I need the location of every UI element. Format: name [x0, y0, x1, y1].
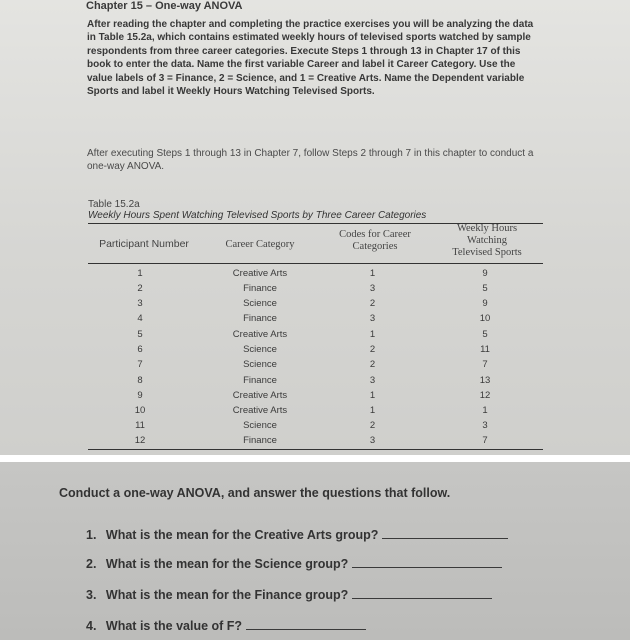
career-category: Finance: [243, 283, 277, 294]
career-code: 3: [369, 313, 376, 324]
table-header-rule: [88, 263, 543, 264]
weekly-hours: 1: [482, 405, 488, 416]
career-code: 1: [369, 405, 376, 416]
answer-blank[interactable]: [382, 526, 508, 539]
answer-blank[interactable]: [352, 586, 492, 599]
career-code: 1: [369, 268, 376, 279]
steps-paragraph: After executing Steps 1 through 13 in Chapter 7, follow Steps 2 through 7 in this chapter to conduct a one-way ANOVA.: [87, 148, 534, 172]
career-category: Finance: [243, 375, 277, 386]
career-category: Creative Arts: [232, 268, 288, 279]
participant-number: 10: [134, 405, 146, 416]
weekly-hours: 7: [482, 435, 488, 446]
question-number: 1.: [86, 528, 97, 542]
question-number: 4.: [86, 619, 97, 633]
table-title: Weekly Hours Spent Watching Televised Sports by Three Career Categories: [88, 210, 427, 221]
answer-blank[interactable]: [352, 555, 502, 568]
participant-number: 2: [137, 283, 143, 294]
weekly-hours: 11: [480, 344, 490, 355]
question-2: [86, 555, 502, 571]
header-hours-line1: Weekly Hours: [456, 223, 518, 234]
career-category: Science: [243, 359, 277, 370]
chapter-heading: Chapter 15 – One-way ANOVA: [86, 0, 243, 12]
question-text: What is the mean for the Science group?: [105, 557, 349, 571]
career-category: Science: [243, 420, 277, 431]
table-label: Table 15.2a: [88, 199, 140, 210]
career-code: 2: [369, 344, 376, 355]
career-code: 1: [369, 390, 376, 401]
question-4: [86, 617, 366, 633]
career-category: Creative Arts: [232, 329, 288, 340]
career-code: 3: [369, 375, 376, 386]
header-participant-number: Participant Number: [99, 238, 189, 250]
question-text: What is the mean for the Creative Arts group?: [105, 528, 379, 542]
career-code: 2: [369, 420, 376, 431]
participant-number: 6: [137, 344, 143, 355]
participant-number: 12: [134, 435, 146, 446]
career-code: 2: [369, 359, 376, 370]
intro-paragraph: After reading the chapter and completing the practice exercises you will be analyzing the data in Table 15.2a, which contains estimated weekly hours of televised sports watched by sample respondents from three career categories. Execute Steps 1 through 13 in Chapter 17 of this book to enter the data. Name the first variable Career and label it Career Category. Use the value labels of 3 = Finance, 2 = Science, and 1 = Creative Arts. Name the Dependent variable Sports and label it Weekly Hours Watching Televised Sports.: [87, 19, 534, 98]
question-1: [86, 526, 508, 542]
career-category: Creative Arts: [232, 405, 288, 416]
question-page-photo: [0, 462, 630, 640]
participant-number: 8: [137, 375, 143, 386]
weekly-hours: 9: [482, 298, 488, 309]
weekly-hours: 12: [479, 390, 491, 401]
header-hours-line3: Televised Sports: [452, 247, 522, 258]
header-codes-line1: Codes for Career: [339, 229, 411, 240]
question-text: What is the value of F?: [105, 619, 243, 633]
career-category: Finance: [243, 313, 277, 324]
career-category: Science: [243, 344, 277, 355]
weekly-hours: 5: [482, 283, 488, 294]
participant-number: 5: [137, 329, 143, 340]
career-code: 3: [369, 283, 376, 294]
participant-number: 7: [137, 359, 143, 370]
question-number: 2.: [86, 557, 97, 571]
answer-blank[interactable]: [246, 617, 366, 630]
header-codes-line2: Categories: [352, 241, 398, 252]
weekly-hours: 9: [482, 268, 488, 279]
questions-prompt: Conduct a one-way ANOVA, and answer the questions that follow.: [59, 486, 451, 500]
weekly-hours: 10: [479, 313, 491, 324]
weekly-hours: 7: [482, 359, 488, 370]
career-code: 1: [369, 329, 376, 340]
career-code: 2: [369, 298, 376, 309]
career-category: Creative Arts: [232, 390, 288, 401]
participant-number: 4: [137, 313, 143, 324]
participant-number: 11: [135, 420, 145, 431]
participant-number: 1: [137, 268, 143, 279]
weekly-hours: 3: [482, 420, 488, 431]
participant-number: 9: [137, 390, 143, 401]
career-category: Finance: [243, 435, 277, 446]
table-bottom-rule: [88, 449, 543, 450]
question-number: 3.: [86, 588, 97, 602]
career-code: 3: [369, 435, 376, 446]
header-career-category: Career Category: [225, 239, 295, 250]
header-hours-line2: Watching: [467, 235, 507, 246]
question-3: [86, 586, 492, 602]
question-text: What is the mean for the Finance group?: [105, 588, 349, 602]
weekly-hours: 5: [482, 329, 488, 340]
weekly-hours: 13: [479, 375, 491, 386]
participant-number: 3: [137, 298, 143, 309]
career-category: Science: [243, 298, 277, 309]
